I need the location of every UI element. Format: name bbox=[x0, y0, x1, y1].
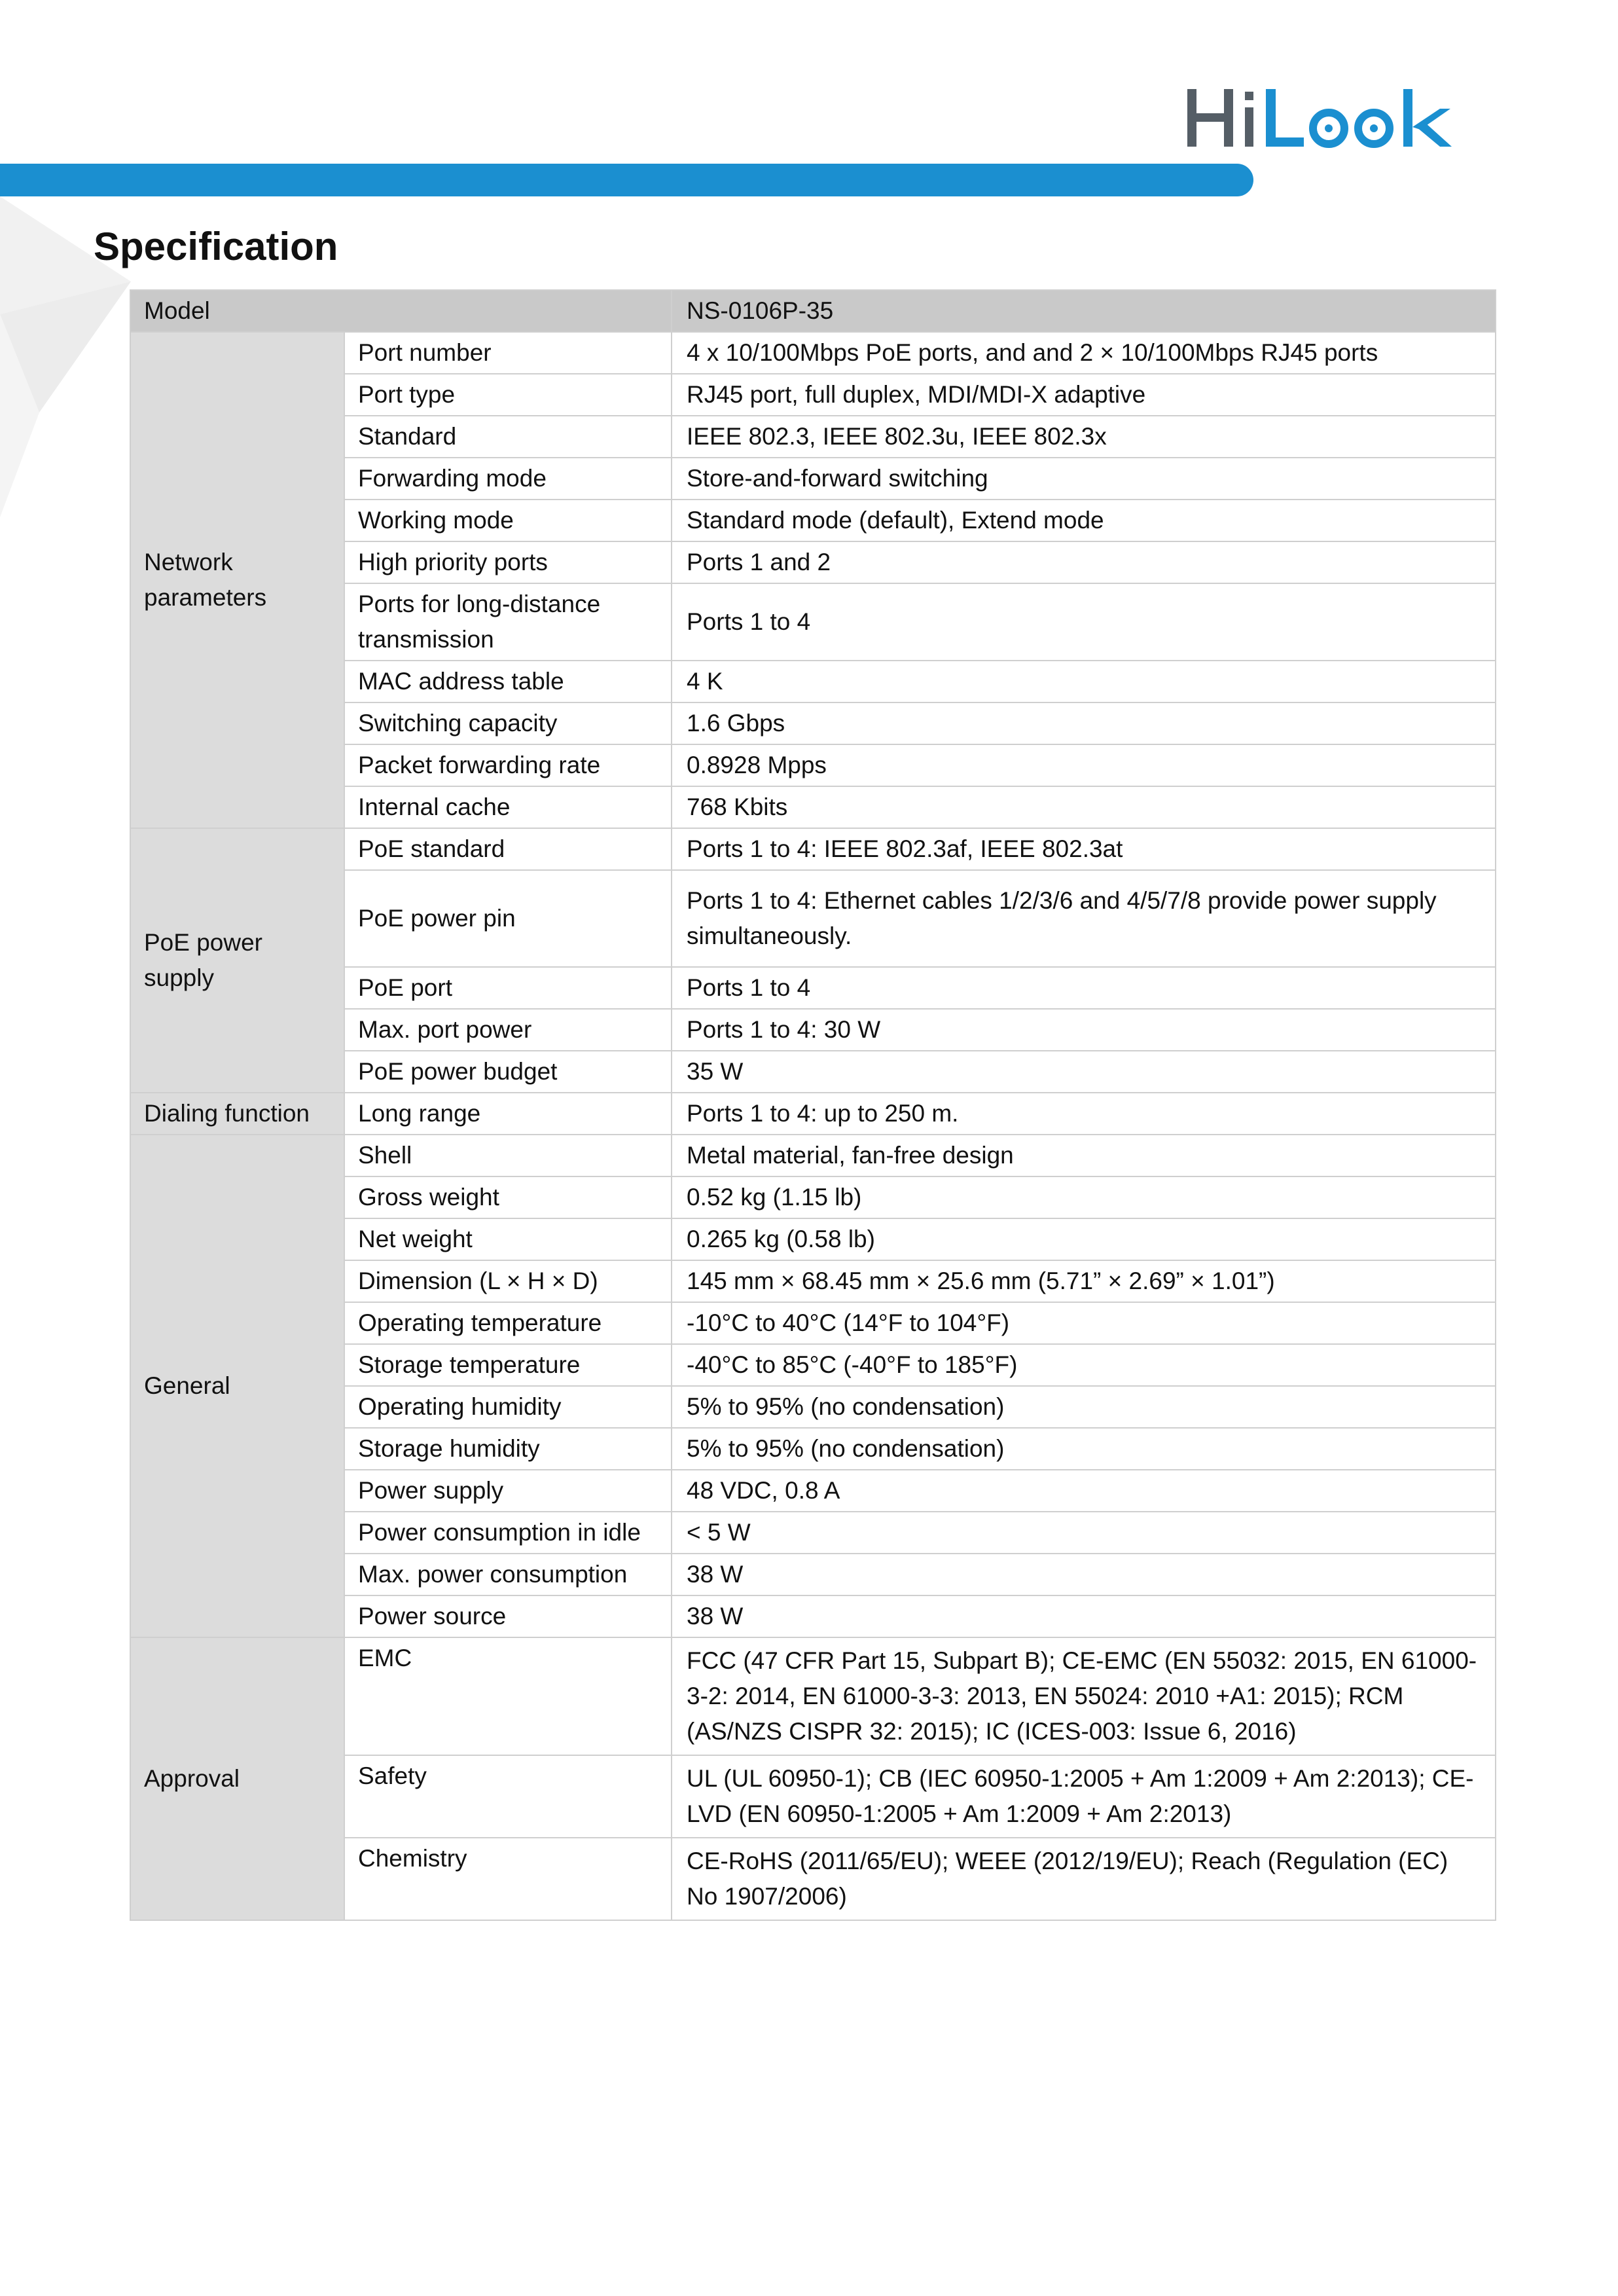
spec-label-cell: PoE port bbox=[344, 967, 672, 1009]
hilook-logo bbox=[1183, 65, 1458, 164]
spec-label-cell: Safety bbox=[344, 1755, 672, 1838]
group-name-cell: Approval bbox=[130, 1637, 344, 1920]
spec-label-cell: Power supply bbox=[344, 1470, 672, 1512]
group-name-cell: General bbox=[130, 1135, 344, 1637]
spec-value-cell: < 5 W bbox=[672, 1512, 1496, 1554]
spec-value-cell: RJ45 port, full duplex, MDI/MDI-X adaptive bbox=[672, 374, 1496, 416]
spec-label-cell: Port number bbox=[344, 332, 672, 374]
spec-value-cell: 0.8928 Mpps bbox=[672, 744, 1496, 786]
spec-value-cell: UL (UL 60950-1); CB (IEC 60950-1:2005 + Am 1:2009 + Am 2:2013); CE-LVD (EN 60950-1:2005 + Am 1:2009 + Am 2:2013) bbox=[672, 1755, 1496, 1838]
spec-label-cell: Internal cache bbox=[344, 786, 672, 828]
spec-label-cell: Max. power consumption bbox=[344, 1554, 672, 1595]
spec-label-cell: PoE power pin bbox=[344, 870, 672, 967]
spec-label-cell: Dimension (L × H × D) bbox=[344, 1260, 672, 1302]
spec-label-cell: Storage humidity bbox=[344, 1428, 672, 1470]
spec-label-cell: Power consumption in idle bbox=[344, 1512, 672, 1554]
spec-value-cell: 4 x 10/100Mbps PoE ports, and and 2 × 10/100Mbps RJ45 ports bbox=[672, 332, 1496, 374]
table-row bbox=[130, 1093, 1496, 1135]
spec-value-cell: Store-and-forward switching bbox=[672, 458, 1496, 500]
spec-value-cell: Metal material, fan-free design bbox=[672, 1135, 1496, 1176]
spec-label-cell: Operating humidity bbox=[344, 1386, 672, 1428]
spec-label-cell: Operating temperature bbox=[344, 1302, 672, 1344]
spec-value-cell: Ports 1 to 4 bbox=[672, 967, 1496, 1009]
spec-label-cell: Forwarding mode bbox=[344, 458, 672, 500]
spec-label-cell: Shell bbox=[344, 1135, 672, 1176]
spec-value-cell: IEEE 802.3, IEEE 802.3u, IEEE 802.3x bbox=[672, 416, 1496, 458]
spec-label-cell: Ports for long-distance transmission bbox=[344, 583, 672, 661]
group-name-cell: PoE power supply bbox=[130, 828, 344, 1093]
spec-label-cell: Packet forwarding rate bbox=[344, 744, 672, 786]
spec-label-cell: PoE power budget bbox=[344, 1051, 672, 1093]
spec-label-cell: Working mode bbox=[344, 500, 672, 541]
header-accent-bar bbox=[0, 164, 1253, 196]
spec-value-cell: 0.52 kg (1.15 lb) bbox=[672, 1176, 1496, 1218]
spec-value-cell: Ports 1 to 4: Ethernet cables 1/2/3/6 and 4/5/7/8 provide power supply simultaneously. bbox=[672, 870, 1496, 967]
spec-value-cell: CE-RoHS (2011/65/EU); WEEE (2012/19/EU); Reach (Regulation (EC) No 1907/2006) bbox=[672, 1838, 1496, 1920]
spec-value-cell: 4 K bbox=[672, 661, 1496, 702]
spec-label-cell: PoE standard bbox=[344, 828, 672, 870]
spec-label-cell: Standard bbox=[344, 416, 672, 458]
spec-value-cell: 5% to 95% (no condensation) bbox=[672, 1386, 1496, 1428]
hilook-logo-graphic bbox=[1183, 72, 1458, 157]
spec-value-cell: 145 mm × 68.45 mm × 25.6 mm (5.71” × 2.69” × 1.01”) bbox=[672, 1260, 1496, 1302]
spec-value-cell: Ports 1 to 4 bbox=[672, 583, 1496, 661]
spec-value-cell: Ports 1 to 4: up to 250 m. bbox=[672, 1093, 1496, 1135]
spec-label-cell: Max. port power bbox=[344, 1009, 672, 1051]
spec-value-cell: 1.6 Gbps bbox=[672, 702, 1496, 744]
specification-table bbox=[130, 289, 1496, 1921]
table-row bbox=[130, 1637, 1496, 1755]
spec-value-cell: 0.265 kg (0.58 lb) bbox=[672, 1218, 1496, 1260]
page-title: Specification bbox=[94, 225, 338, 268]
table-row bbox=[130, 1135, 1496, 1176]
spec-value-cell: Ports 1 to 4: IEEE 802.3af, IEEE 802.3at bbox=[672, 828, 1496, 870]
spec-label-cell: Chemistry bbox=[344, 1838, 672, 1920]
spec-label-cell: Port type bbox=[344, 374, 672, 416]
spec-label-cell: EMC bbox=[344, 1637, 672, 1755]
spec-label-cell: MAC address table bbox=[344, 661, 672, 702]
table-row bbox=[130, 332, 1496, 374]
spec-value-cell: 38 W bbox=[672, 1554, 1496, 1595]
spec-value-cell: Ports 1 and 2 bbox=[672, 541, 1496, 583]
spec-label-cell: High priority ports bbox=[344, 541, 672, 583]
spec-value-cell: 5% to 95% (no condensation) bbox=[672, 1428, 1496, 1470]
spec-label-cell: Switching capacity bbox=[344, 702, 672, 744]
group-name-cell: Dialing function bbox=[130, 1093, 344, 1135]
spec-label-cell: Gross weight bbox=[344, 1176, 672, 1218]
spec-value-cell: 768 Kbits bbox=[672, 786, 1496, 828]
spec-value-cell: Ports 1 to 4: 30 W bbox=[672, 1009, 1496, 1051]
model-value-cell: NS-0106P-35 bbox=[672, 290, 1496, 332]
spec-value-cell: -10°C to 40°C (14°F to 104°F) bbox=[672, 1302, 1496, 1344]
spec-label-cell: Storage temperature bbox=[344, 1344, 672, 1386]
spec-value-cell: 38 W bbox=[672, 1595, 1496, 1637]
spec-value-cell: Standard mode (default), Extend mode bbox=[672, 500, 1496, 541]
table-row bbox=[130, 828, 1496, 870]
spec-label-cell: Power source bbox=[344, 1595, 672, 1637]
spec-label-cell: Net weight bbox=[344, 1218, 672, 1260]
spec-label-cell: Long range bbox=[344, 1093, 672, 1135]
table-header-row bbox=[130, 290, 1496, 332]
spec-value-cell: 48 VDC, 0.8 A bbox=[672, 1470, 1496, 1512]
group-name-cell: Network parameters bbox=[130, 332, 344, 828]
spec-value-cell: 35 W bbox=[672, 1051, 1496, 1093]
header-label-cell: Model bbox=[130, 290, 672, 332]
spec-value-cell: -40°C to 85°C (-40°F to 185°F) bbox=[672, 1344, 1496, 1386]
spec-value-cell: FCC (47 CFR Part 15, Subpart B); CE-EMC (EN 55032: 2015, EN 61000-3-2: 2014, EN 61000-3-3: 2013, EN 55024: 2010 +A1: 2015); RCM (AS/NZS CISPR 32: 2015); IC (ICES-003: Issue 6, 2016) bbox=[672, 1637, 1496, 1755]
